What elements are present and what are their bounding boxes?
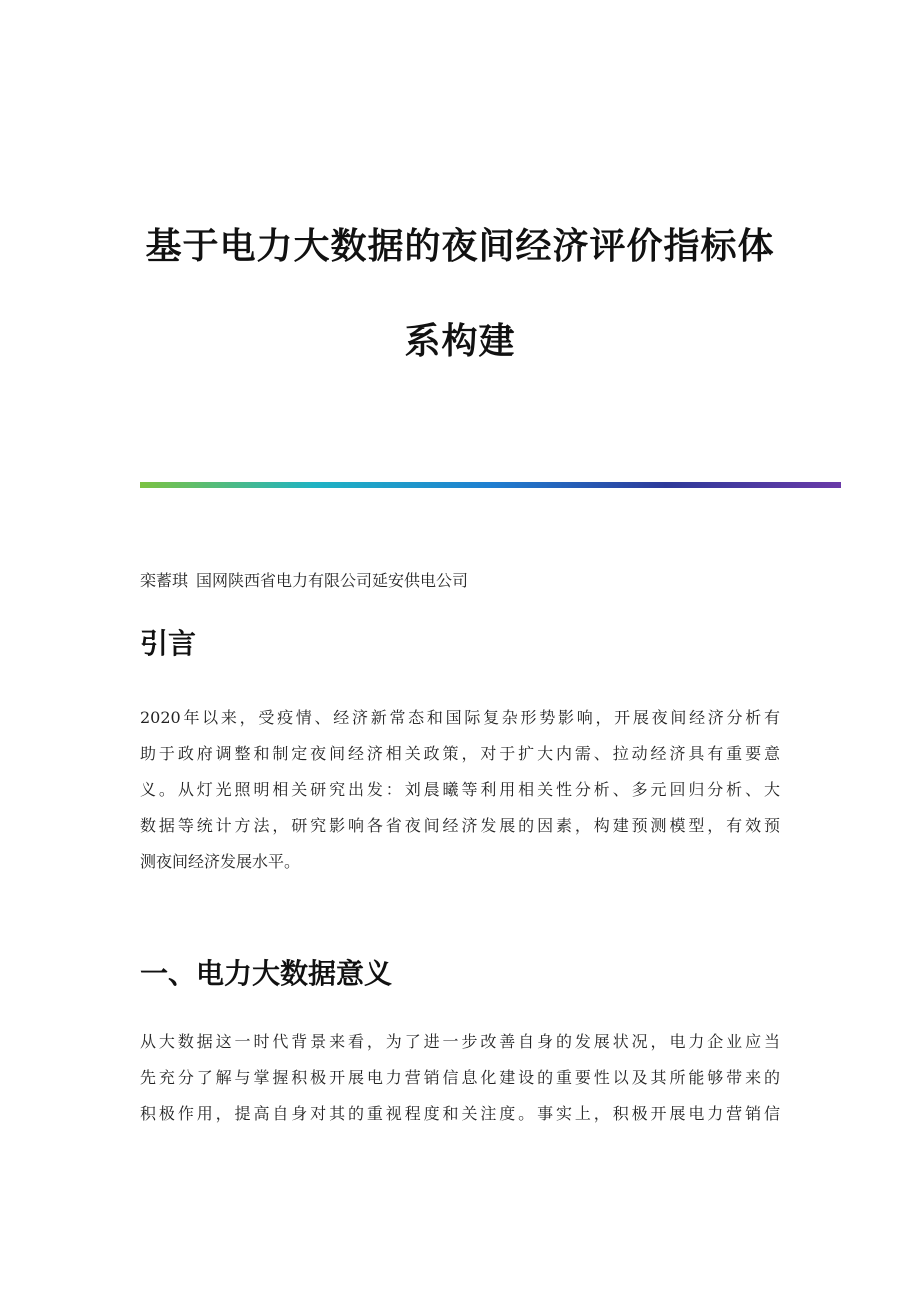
paragraph-line: 2020年以来，受疫情、经济新常态和国际复杂形势影响，开展夜间经济分析有 xyxy=(140,708,780,727)
author-line xyxy=(140,568,468,591)
paragraph-line: 测夜间经济发展水平。 xyxy=(140,852,301,871)
author-name: 栾蓄琪 xyxy=(140,571,189,590)
document-title-line-1: 基于电力大数据的夜间经济评价指标体 xyxy=(145,226,775,267)
paragraph-line: 数据等统计方法，研究影响各省夜间经济发展的因素，构建预测模型，有效预 xyxy=(140,816,780,835)
intro-paragraph xyxy=(140,700,780,880)
paragraph-line: 从大数据这一时代背景来看，为了进一步改善自身的发展状况，电力企业应当 xyxy=(140,1032,780,1051)
document-title-line-2: 系构建 xyxy=(404,321,516,362)
author-affiliation: 国网陕西省电力有限公司延安供电公司 xyxy=(196,571,469,590)
section-1-paragraph xyxy=(140,1024,780,1132)
paragraph-line: 义。从灯光照明相关研究出发：刘晨曦等利用相关性分析、多元回归分析、大 xyxy=(140,780,780,799)
title-divider xyxy=(140,482,841,488)
paragraph-line: 先充分了解与掌握积极开展电力营销信息化建设的重要性以及其所能够带来的 xyxy=(140,1068,780,1087)
section-1-heading: 一、电力大数据意义 xyxy=(140,957,393,990)
paragraph-line: 积极作用，提高自身对其的重视程度和关注度。事实上，积极开展电力营销信 xyxy=(140,1104,780,1123)
intro-heading: 引言 xyxy=(140,627,197,660)
paragraph-line: 助于政府调整和制定夜间经济相关政策，对于扩大内需、拉动经济具有重要意 xyxy=(140,744,780,763)
